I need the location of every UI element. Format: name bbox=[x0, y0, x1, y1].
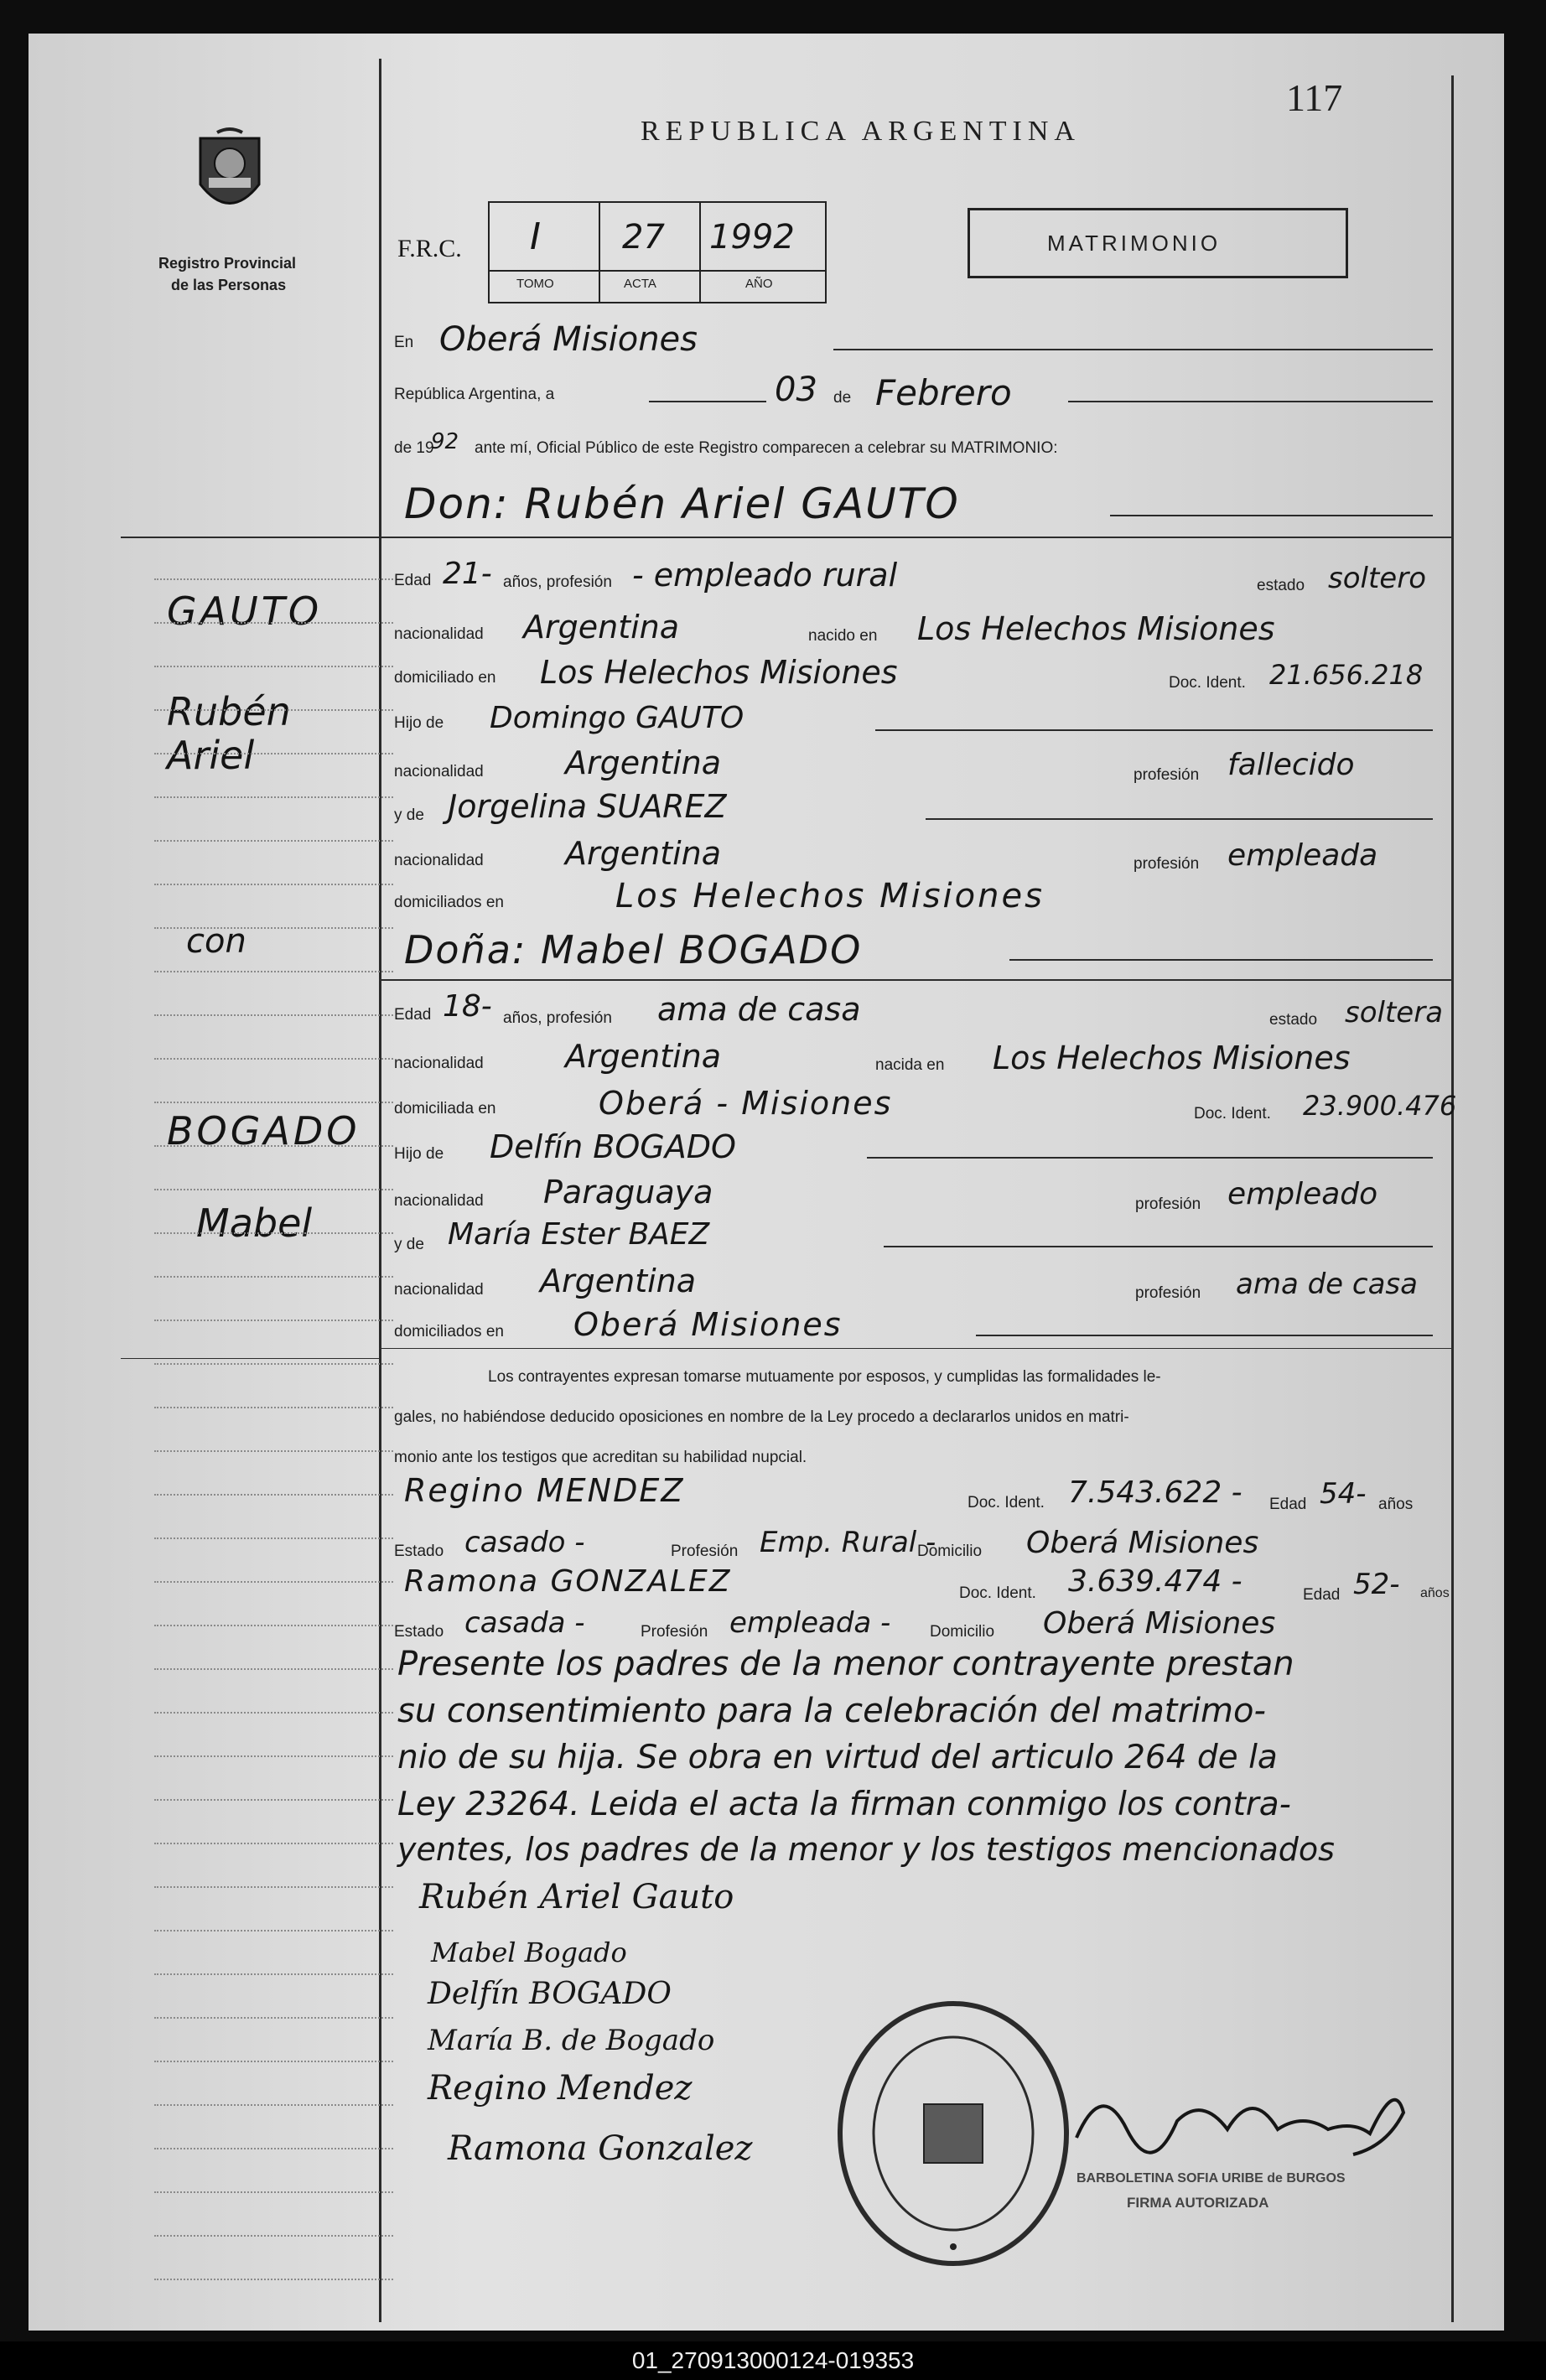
domiciliado-label: domiciliado en bbox=[394, 669, 496, 687]
margin-dotted-line bbox=[154, 1494, 393, 1496]
margin-dotted-line bbox=[154, 971, 393, 972]
margin-dotted-line bbox=[154, 1189, 393, 1190]
witness1-profession: Emp. Rural - bbox=[760, 1526, 936, 1559]
margin-dotted-line bbox=[154, 578, 393, 580]
profesion-label: profesión bbox=[1135, 1195, 1201, 1213]
groom-father-profession: fallecido bbox=[1227, 748, 1355, 782]
groom-estado: soltero bbox=[1328, 562, 1426, 595]
margin-dotted-line bbox=[154, 840, 393, 842]
witness1-name: Regino MENDEZ bbox=[404, 1472, 685, 1509]
margin-bride-given: Mabel bbox=[196, 1200, 313, 1246]
country-heading: REPUBLICA ARGENTINA bbox=[641, 116, 1081, 147]
note-line: nio de su hija. Se obra en virtud del articulo 264 de la bbox=[397, 1739, 1278, 1776]
margin-dotted-line bbox=[154, 1145, 393, 1147]
signature-bride-father: Delfín BOGADO bbox=[428, 1977, 672, 2011]
note-line: Ley 23264. Leida el acta la firman conmigo los contra- bbox=[397, 1786, 1291, 1823]
estado-label: estado bbox=[1257, 577, 1305, 594]
groom-father: Domingo GAUTO bbox=[490, 701, 744, 735]
fill-line bbox=[1009, 959, 1433, 961]
fill-line bbox=[875, 729, 1433, 731]
bride-profession: ama de casa bbox=[657, 991, 861, 1028]
bride-father-nationality: Paraguaya bbox=[543, 1174, 713, 1211]
groom-mother-profession: empleada bbox=[1227, 838, 1378, 873]
margin-dotted-line bbox=[154, 1407, 393, 1408]
note-line: yentes, los padres de la menor y los testigos mencionados bbox=[397, 1831, 1335, 1868]
fill-line bbox=[833, 349, 1433, 350]
margin-dotted-line bbox=[154, 1102, 393, 1103]
nacionalidad-label: nacionalidad bbox=[394, 1055, 484, 1072]
witness1-domicile: Oberá Misiones bbox=[1026, 1526, 1259, 1560]
bride-domicile: Oberá - Misiones bbox=[599, 1085, 893, 1122]
official-signature-icon bbox=[1068, 2062, 1420, 2171]
domiciliados-label: domiciliados en bbox=[394, 1323, 504, 1340]
anio-label: AÑO bbox=[745, 277, 773, 291]
domiciliada-label: domiciliada en bbox=[394, 1100, 496, 1117]
margin-dotted-line bbox=[154, 796, 393, 798]
groom-mother-nationality: Argentina bbox=[565, 835, 722, 872]
margin-con: con bbox=[186, 922, 246, 961]
bride-birthplace: Los Helechos Misiones bbox=[993, 1040, 1351, 1076]
margin-dotted-line bbox=[154, 1581, 393, 1583]
fill-line bbox=[867, 1157, 1433, 1159]
fill-line bbox=[1110, 515, 1433, 516]
margin-dotted-line bbox=[154, 1014, 393, 1016]
declaration-line: Los contrayentes expresan tomarse mutuamente por esposos, y cumplidas las formalidades le- bbox=[488, 1368, 1161, 1386]
nacionalidad-label: nacionalidad bbox=[394, 852, 484, 869]
margin-dotted-line bbox=[154, 1843, 393, 1844]
profesion-label: Profesión bbox=[671, 1543, 739, 1560]
fill-line bbox=[1068, 401, 1433, 402]
bride-name: Doña: Mabel BOGADO bbox=[404, 927, 863, 972]
margin-dotted-line bbox=[154, 2148, 393, 2149]
doc-label: Doc. Ident. bbox=[968, 1494, 1045, 1511]
tomo-label: TOMO bbox=[516, 277, 554, 291]
profesion-label: profesión bbox=[1134, 855, 1200, 873]
anos-label: años bbox=[1378, 1496, 1414, 1513]
edad-label: Edad bbox=[394, 572, 432, 589]
nacionalidad-label: nacionalidad bbox=[394, 625, 484, 643]
acta-value: 27 bbox=[622, 218, 665, 257]
witness1-age: 54- bbox=[1320, 1477, 1367, 1511]
estado-label: Estado bbox=[394, 1543, 444, 1560]
republica-label: República Argentina, a bbox=[394, 386, 555, 403]
margin-dotted-line bbox=[154, 1625, 393, 1626]
estado-label: estado bbox=[1269, 1011, 1318, 1029]
fill-line bbox=[926, 818, 1433, 820]
margin-dotted-line bbox=[154, 1886, 393, 1888]
anos-profesion-label: años, profesión bbox=[503, 573, 612, 591]
margin-dotted-line bbox=[154, 2017, 393, 2019]
official-title: FIRMA AUTORIZADA bbox=[1127, 2195, 1269, 2211]
fill-line bbox=[884, 1246, 1433, 1247]
groom-birthplace: Los Helechos Misiones bbox=[917, 610, 1275, 647]
y-de-label: y de bbox=[394, 806, 424, 824]
margin-dotted-line bbox=[154, 884, 393, 885]
margin-dotted-line bbox=[154, 1799, 393, 1801]
edad-label: Edad bbox=[1303, 1586, 1341, 1604]
margin-dotted-line bbox=[154, 2061, 393, 2062]
declaration-line: gales, no habiéndose deducido oposiciones en nombre de la Ley procedo a declararlos unidos en matri- bbox=[394, 1408, 1129, 1426]
section-rule bbox=[379, 1348, 1454, 1349]
margin-dotted-line bbox=[154, 927, 393, 929]
margin-dotted-line bbox=[154, 666, 393, 667]
acta-label: ACTA bbox=[624, 277, 656, 291]
frc-label: F.R.C. bbox=[397, 235, 462, 262]
doc-label: Doc. Ident. bbox=[1194, 1105, 1271, 1123]
domicilio-label: Domicilio bbox=[917, 1543, 983, 1560]
estado-label: Estado bbox=[394, 1623, 444, 1641]
margin-dotted-line bbox=[154, 1450, 393, 1452]
bride-mother: María Ester BAEZ bbox=[448, 1217, 710, 1252]
doc-label: Doc. Ident. bbox=[1169, 674, 1246, 692]
edad-label: Edad bbox=[394, 1006, 432, 1024]
margin-dotted-line bbox=[154, 709, 393, 711]
margin-groom-given1: Rubén bbox=[167, 689, 291, 734]
margin-dotted-line bbox=[154, 753, 393, 754]
bride-mother-nationality: Argentina bbox=[540, 1263, 697, 1299]
witness1-estado: casado - bbox=[464, 1526, 585, 1559]
nacido-label: nacido en bbox=[808, 627, 878, 645]
record-type-box bbox=[968, 208, 1348, 278]
margin-dotted-line bbox=[154, 1755, 393, 1757]
coat-of-arms-icon bbox=[192, 126, 267, 222]
witness2-estado: casada - bbox=[464, 1606, 585, 1640]
profesion-label: Profesión bbox=[641, 1623, 708, 1641]
en-label: En bbox=[394, 334, 414, 351]
registry-line2: de las Personas bbox=[171, 277, 287, 293]
y-de-label: y de bbox=[394, 1236, 424, 1253]
signature-bride: Mabel Bogado bbox=[431, 1937, 627, 1968]
marriage-month: Febrero bbox=[875, 372, 1012, 413]
anio-value: 1992 bbox=[709, 218, 795, 257]
domicilio-label: Domicilio bbox=[930, 1623, 995, 1641]
record-type: MATRIMONIO bbox=[1047, 231, 1222, 256]
signature-witness1: Regino Mendez bbox=[428, 2069, 693, 2108]
groom-nationality: Argentina bbox=[523, 609, 680, 646]
domiciliados-label: domiciliados en bbox=[394, 894, 504, 911]
signature-witness2: Ramona Gonzalez bbox=[448, 2129, 753, 2168]
groom-parents-domicile: Los Helechos Misiones bbox=[615, 877, 1045, 915]
registry-line1: Registro Provincial bbox=[158, 255, 297, 272]
doc-label: Doc. Ident. bbox=[959, 1584, 1036, 1602]
margin-groom-surname: GAUTO bbox=[167, 589, 323, 634]
marriage-day: 03 bbox=[775, 371, 817, 409]
margin-dotted-line bbox=[154, 1232, 393, 1234]
witness2-profession: empleada - bbox=[729, 1606, 891, 1640]
margin-dotted-line bbox=[154, 2104, 393, 2106]
margin-dotted-line bbox=[154, 1363, 393, 1365]
margin-dotted-line bbox=[154, 1276, 393, 1278]
official-seal-icon bbox=[832, 1995, 1075, 2272]
bride-mother-profession: ama de casa bbox=[1236, 1268, 1418, 1301]
margin-dotted-line bbox=[154, 2279, 393, 2280]
groom-father-nationality: Argentina bbox=[565, 744, 722, 781]
marriage-place: Oberá Misiones bbox=[439, 320, 698, 359]
image-caption: 01_270913000124-019353 bbox=[0, 2341, 1546, 2380]
margin-dotted-line bbox=[154, 1930, 393, 1931]
witness1-doc: 7.543.622 - bbox=[1068, 1475, 1243, 1510]
margin-rule bbox=[121, 1358, 381, 1359]
declaration-line: monio ante los testigos que acreditan su habilidad nupcial. bbox=[394, 1449, 807, 1466]
signature-groom: Rubén Ariel Gauto bbox=[419, 1878, 734, 1916]
margin-dotted-line bbox=[154, 1320, 393, 1321]
witness2-name: Ramona GONZALEZ bbox=[404, 1564, 732, 1599]
note-line: su consentimiento para la celebración del matrimo- bbox=[397, 1692, 1266, 1730]
note-line: Presente los padres de la menor contrayente prestan bbox=[397, 1645, 1294, 1683]
right-border-line bbox=[1451, 75, 1454, 2322]
page-number: 117 bbox=[1286, 76, 1343, 119]
margin-dotted-line bbox=[154, 622, 393, 624]
margin-groom-given2: Ariel bbox=[167, 733, 255, 778]
bride-father: Delfín BOGADO bbox=[490, 1128, 736, 1165]
groom-age: 21- bbox=[443, 557, 492, 591]
anos-profesion-label: años, profesión bbox=[503, 1009, 612, 1027]
margin-dotted-line bbox=[154, 2235, 393, 2237]
margin-dotted-line bbox=[154, 1712, 393, 1714]
section-rule bbox=[121, 537, 1454, 538]
de-label: de bbox=[833, 389, 852, 407]
nacionalidad-label: nacionalidad bbox=[394, 763, 484, 780]
frc-box bbox=[488, 201, 827, 303]
bride-father-profession: empleado bbox=[1227, 1177, 1378, 1211]
left-border-line bbox=[379, 59, 381, 2322]
edad-label: Edad bbox=[1269, 1496, 1307, 1513]
bride-nationality: Argentina bbox=[565, 1038, 722, 1075]
groom-mother: Jorgelina SUAREZ bbox=[448, 788, 727, 825]
bride-age: 18- bbox=[443, 989, 492, 1024]
margin-dotted-line bbox=[154, 1537, 393, 1539]
official-name: BARBOLETINA SOFIA URIBE de BURGOS bbox=[1076, 2171, 1346, 2186]
bride-doc: 23.900.476 bbox=[1303, 1090, 1457, 1122]
anos-label: años bbox=[1420, 1586, 1450, 1600]
margin-dotted-line bbox=[154, 1973, 393, 1975]
fill-line bbox=[976, 1335, 1433, 1336]
nacionalidad-label: nacionalidad bbox=[394, 1281, 484, 1299]
nacionalidad-label: nacionalidad bbox=[394, 1192, 484, 1210]
nacida-label: nacida en bbox=[875, 1056, 945, 1074]
profesion-label: profesión bbox=[1134, 766, 1200, 784]
tomo-value: I bbox=[530, 215, 541, 258]
year-prefix: de 19 bbox=[394, 439, 434, 457]
fill-line bbox=[649, 401, 766, 402]
hija-label: Hijo de bbox=[394, 1145, 444, 1163]
hijo-label: Hijo de bbox=[394, 714, 444, 732]
bride-parents-domicile: Oberá Misiones bbox=[573, 1306, 843, 1343]
witness2-age: 52- bbox=[1353, 1568, 1400, 1601]
margin-bride-surname: BOGADO bbox=[167, 1108, 361, 1154]
year-suffix: 92 bbox=[431, 429, 459, 454]
bride-estado: soltera bbox=[1345, 996, 1444, 1029]
ante-text: ante mí, Oficial Público de este Registro comparecen a celebrar su MATRIMONIO: bbox=[475, 439, 1058, 457]
section-rule bbox=[379, 979, 1454, 981]
register-page bbox=[29, 34, 1504, 2331]
groom-doc: 21.656.218 bbox=[1269, 659, 1424, 691]
margin-dotted-line bbox=[154, 1668, 393, 1670]
witness2-domicile: Oberá Misiones bbox=[1043, 1606, 1276, 1641]
groom-profession: - empleado rural bbox=[632, 557, 898, 594]
groom-name: Don: Rubén Ariel GAUTO bbox=[404, 480, 960, 528]
margin-dotted-line bbox=[154, 2191, 393, 2193]
profesion-label: profesión bbox=[1135, 1284, 1201, 1302]
signature-bride-mother: María B. de Bogado bbox=[428, 2024, 715, 2057]
groom-domicile: Los Helechos Misiones bbox=[540, 654, 898, 691]
witness2-doc: 3.639.474 - bbox=[1068, 1564, 1243, 1599]
margin-dotted-line bbox=[154, 1058, 393, 1060]
